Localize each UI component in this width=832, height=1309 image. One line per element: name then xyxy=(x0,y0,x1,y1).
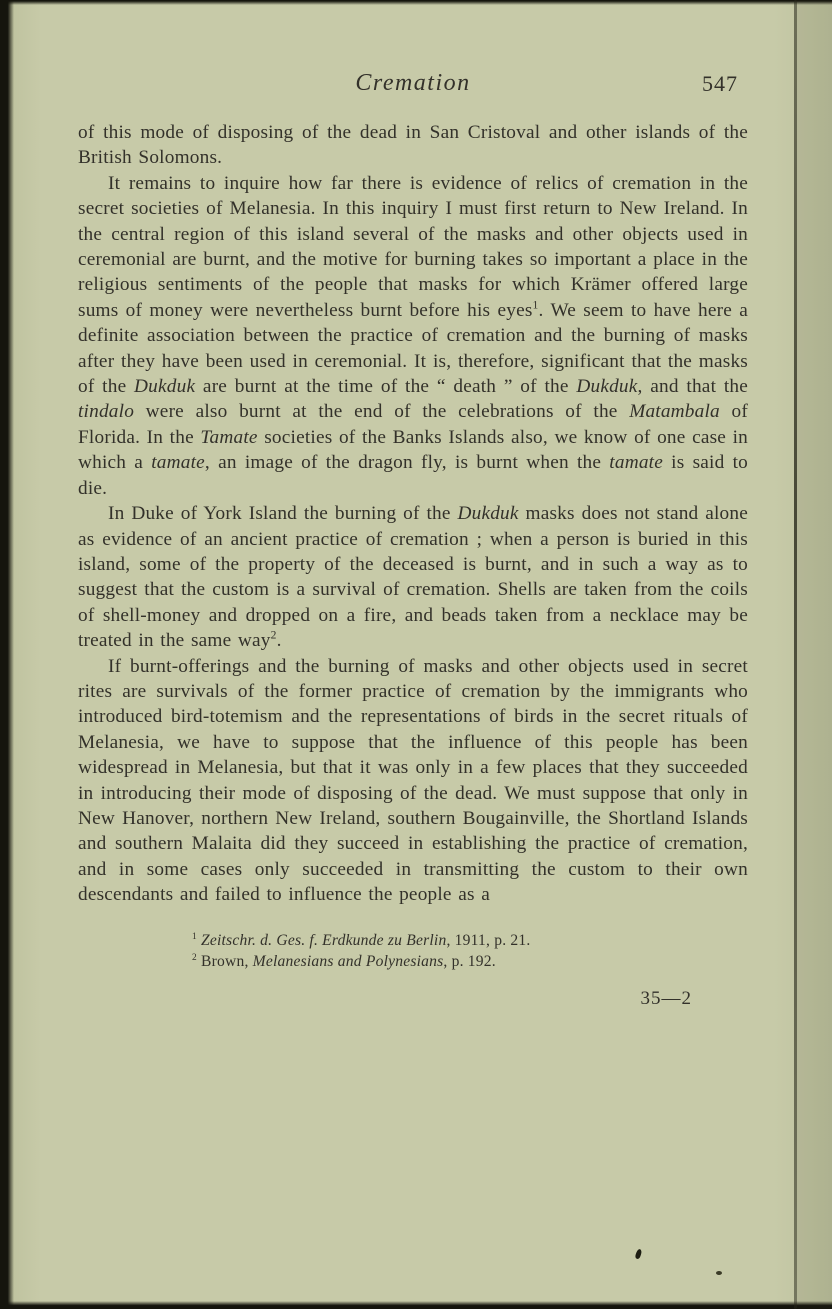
text-run: Brown, xyxy=(196,952,253,970)
text-run: In Duke of York Island the burning of the xyxy=(108,503,458,525)
scan-edge-bottom xyxy=(0,1301,832,1309)
paragraph xyxy=(78,501,748,653)
page-content xyxy=(78,0,748,1010)
text-run: , p. 192. xyxy=(443,952,496,970)
text-run: , 1911, p. 21. xyxy=(446,931,531,949)
italic-term: Dukduk xyxy=(457,503,519,525)
page-number: 547 xyxy=(702,71,738,96)
italic-term: Melanesians and Polynesians xyxy=(252,952,444,970)
footnote xyxy=(192,930,748,951)
footnote-ref: 1 xyxy=(192,931,197,942)
italic-term: Dukduk xyxy=(134,376,196,398)
text-run: is said to die. xyxy=(78,452,749,499)
text-run: . We seem to have here a definite association between the practice of cremation and the burning of masks after they have been used in ceremonial. It is, therefore, significant that the masks of the xyxy=(78,299,748,398)
scan-edge-left xyxy=(0,0,14,1309)
italic-term: Tamate xyxy=(200,426,258,448)
footnote-ref: 2 xyxy=(192,952,197,963)
text-run: It remains to inquire how far there is evidence of relics of cremation in the secret societies of Melanesia. In this inquiry I must first return to New Ireland. In the central region of this island several of the masks and other objects used in ceremonial are burnt, and the motive for burning takes so important a place in the religious sentiments of the people that masks for which Krämer offered large sums of money were nevertheless burnt before his eyes xyxy=(78,172,748,321)
footnote-ref: 1 xyxy=(532,298,539,312)
italic-term: Dukduk xyxy=(576,376,638,398)
scan-right-shadow xyxy=(797,0,832,1309)
running-title: Cremation xyxy=(355,70,471,96)
text-run: . xyxy=(276,630,282,652)
text-run: of Florida. In the xyxy=(78,401,748,448)
italic-term: tamate xyxy=(151,452,205,474)
page-body xyxy=(78,120,748,908)
footnote xyxy=(192,951,748,972)
text-run: societies of the Banks Islands also, we know of one case in which a xyxy=(78,426,748,474)
text-run: If burnt-offerings and the burning of masks and other objects used in secret rites are survivals of the former practice of cremation by the immigrants who introduced bird-totemism and the representations of birds in the secret rituals of Melanesia, we have to suppose that the influence of this people has been widespread in Melanesia, but that it was only in a few places that they succeeded in introducing their mode of disposing of the dead. We must suppose that only in New Hanover, northern New Ireland, southern Bougainville, the Shortland Islands and southern Malaita did they succeed in establishing the practice of cremation, and in some cases only succeeded in transmitting the custom to their own descendants and failed to influence the people as a xyxy=(78,655,748,906)
text-run: of this mode of disposing of the dead in San Cristoval and other islands of the British Solomons. xyxy=(78,122,748,169)
italic-term: Matambala xyxy=(629,401,720,423)
paragraph xyxy=(78,654,748,908)
ink-speck xyxy=(635,1248,643,1259)
italic-term: Zeitschr. d. Ges. f. Erdkunde zu Berlin xyxy=(201,931,447,949)
footnote-ref: 2 xyxy=(270,628,277,642)
signature-mark: 35—2 xyxy=(640,987,692,1009)
footnotes xyxy=(192,930,748,972)
italic-term: tamate xyxy=(609,452,663,474)
italic-term: tindalo xyxy=(78,401,135,423)
paragraph xyxy=(78,171,748,501)
paragraph xyxy=(78,120,748,171)
text-run: masks does not stand alone as evidence of an ancient practice of cremation ; when a person is buried in this island, some of the property of the deceased is burnt, and in such a way as to suggest that the custom is a survival of cremation. Shells are taken from the coils of shell-money and dropped on a fire, and beads taken from a necklace may be treated in the same way xyxy=(78,503,748,652)
text-run: were also burnt at the end of the celebrations of the xyxy=(134,401,630,423)
scan-edge-top xyxy=(0,0,832,5)
ink-speck xyxy=(716,1271,722,1275)
text-run: , an image of the dragon fly, is burnt when the xyxy=(204,452,610,474)
page-header xyxy=(78,70,748,100)
text-run: , and that the xyxy=(637,376,748,398)
text-run: are burnt at the time of the “ death ” of the xyxy=(195,376,577,398)
